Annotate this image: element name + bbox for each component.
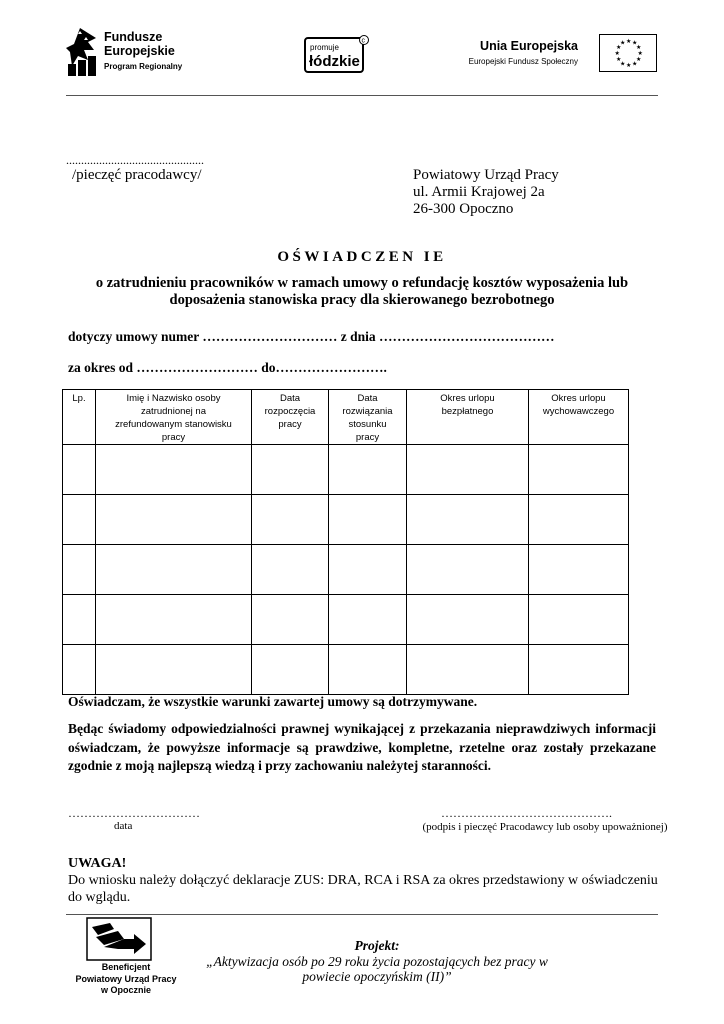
svg-text:★: ★ (637, 50, 643, 57)
col-header-parental-leave: Okres urlopu wychowawczego (529, 390, 629, 445)
date-signature-label: data (114, 820, 133, 832)
employer-signature-label: (podpis i pieczęć Pracodawcy lub osoby upoważnionej) (422, 821, 668, 833)
table-cell[interactable] (252, 545, 329, 595)
fundusze-europejskie-logo (66, 26, 206, 78)
table-cell[interactable] (529, 445, 629, 495)
responsibility-statement: Będąc świadomy odpowiedzialności prawnej wynikającej z przekazania nieprawdziwych informacji oświadczam, że powyższe informacje są prawdziwe, kompletne, rzetelne oraz zostały przekazane zgodnie z moją najlepszą wiedzą i przy zachowaniu należytej staranności. (68, 721, 656, 773)
table-cell[interactable] (96, 595, 252, 645)
svg-text:★: ★ (636, 44, 642, 51)
table-row (63, 545, 629, 595)
table-cell[interactable] (529, 495, 629, 545)
lodz-logo-name: łódzkie (309, 53, 360, 70)
beneficiary-label (56, 962, 196, 997)
table-cell[interactable] (529, 645, 629, 695)
document-subtitle: o zatrudnieniu pracowników w ramach umowy o refundację kosztów wyposażenia lub doposażenia stanowiska pracy dla skierowanego bezrobotnego (95, 275, 629, 308)
period-line: za okres od ……………………… do……………………. (68, 360, 387, 375)
table-cell[interactable] (63, 545, 96, 595)
eu-logo-line1: Unia Europejska (480, 39, 578, 53)
eu-logo-line2: Europejski Fundusz Społeczny (468, 57, 578, 66)
col-header-unpaid-leave: Okres urlopu bezpłatnego (407, 390, 529, 445)
header-divider (66, 95, 658, 96)
table-cell[interactable] (407, 495, 529, 545)
col-header-lp: Lp. (63, 390, 96, 445)
fe-logo-line2: Europejskie (104, 44, 175, 58)
svg-text:★: ★ (616, 56, 622, 63)
svg-text:★: ★ (614, 50, 620, 57)
project-heading: Projekt: (354, 938, 400, 953)
svg-text:★: ★ (626, 62, 632, 69)
table-cell[interactable] (529, 595, 629, 645)
col-header-name: Imię i Nazwisko osoby zatrudnionej na zrefundowanym stanowisku pracy (96, 390, 252, 445)
compliance-statement: Oświadczam, że wszystkie warunki zawartej umowy są dotrzymywane. (68, 694, 478, 709)
svg-text:★: ★ (620, 60, 626, 68)
table-cell[interactable] (96, 445, 252, 495)
table-cell[interactable] (96, 495, 252, 545)
beneficiary-line3: w Opocznie (100, 985, 151, 995)
col-header-start-date: Data rozpoczęcia pracy (252, 390, 329, 445)
promuje-lodzkie-logo (304, 34, 370, 74)
table-cell[interactable] (407, 545, 529, 595)
employees-table (62, 389, 629, 695)
table-cell[interactable] (529, 545, 629, 595)
table-row (63, 595, 629, 645)
fe-logo-line1: Fundusze (104, 30, 163, 44)
fe-logo-line3: Program Regionalny (104, 62, 183, 71)
notice-text: Do wniosku należy dołączyć deklaracje ZUS: DRA, RCA i RSA za okres przedstawiony w oświadczeniu do wglądu. (68, 873, 658, 905)
recipient-address (413, 167, 559, 218)
footer-divider (66, 914, 658, 915)
table-header-row (63, 390, 629, 445)
stamp-label: /pieczęć pracodawcy/ (72, 167, 202, 183)
table-cell[interactable] (63, 645, 96, 695)
table-cell[interactable] (63, 495, 96, 545)
recipient-line3: 26-300 Opoczno (413, 201, 514, 217)
date-signature-line[interactable]: …………………………… (68, 806, 200, 820)
col-header-end-date: Data rozwiązania stosunku pracy (329, 390, 407, 445)
table-cell[interactable] (252, 645, 329, 695)
svg-text:★: ★ (632, 60, 638, 68)
stamp-dots: .............................................. (66, 153, 204, 167)
employer-signature-line[interactable]: ……………………………………. (441, 806, 612, 820)
table-cell[interactable] (63, 445, 96, 495)
table-cell[interactable] (96, 645, 252, 695)
svg-text:★: ★ (636, 56, 642, 63)
table-cell[interactable] (407, 595, 529, 645)
table-cell[interactable] (407, 645, 529, 695)
contract-number-line: dotyczy umowy numer ………………………… z dnia ………………………………… (68, 329, 555, 344)
table-cell[interactable] (329, 595, 407, 645)
notice-heading: UWAGA! (68, 856, 127, 871)
table-cell[interactable] (252, 495, 329, 545)
svg-text:★: ★ (616, 44, 622, 51)
svg-text:★: ★ (620, 39, 626, 47)
table-cell[interactable] (329, 645, 407, 695)
document-title: OŚWIADCZEN IE (277, 249, 447, 265)
svg-text:c: c (361, 37, 365, 45)
table-row (63, 645, 629, 695)
eu-flag-icon (599, 34, 657, 72)
beneficiary-line2: Powiatowy Urząd Pracy (75, 973, 177, 984)
table-cell[interactable] (96, 545, 252, 595)
project-title: „Aktywizacja osób po 29 roku życia pozostających bez pracy w powiecie opoczyńskim (II)” (206, 954, 548, 984)
table-cell[interactable] (329, 495, 407, 545)
svg-text:★: ★ (632, 39, 638, 47)
table-cell[interactable] (329, 545, 407, 595)
table-cell[interactable] (252, 595, 329, 645)
fundusze-europejskie-mark-icon (66, 26, 98, 78)
table-row (63, 445, 629, 495)
beneficiary-line1: Beneficjent (101, 962, 151, 972)
table-row (63, 495, 629, 545)
svg-text:★: ★ (626, 38, 632, 45)
unia-europejska-logo (460, 34, 660, 74)
table-cell[interactable] (252, 445, 329, 495)
table-cell[interactable] (407, 445, 529, 495)
table-cell[interactable] (63, 595, 96, 645)
recipient-line2: ul. Armii Krajowej 2a (413, 184, 545, 200)
recipient-line1: Powiatowy Urząd Pracy (413, 167, 559, 183)
table-cell[interactable] (329, 445, 407, 495)
lodz-logo-promuje: promuje (310, 43, 339, 52)
